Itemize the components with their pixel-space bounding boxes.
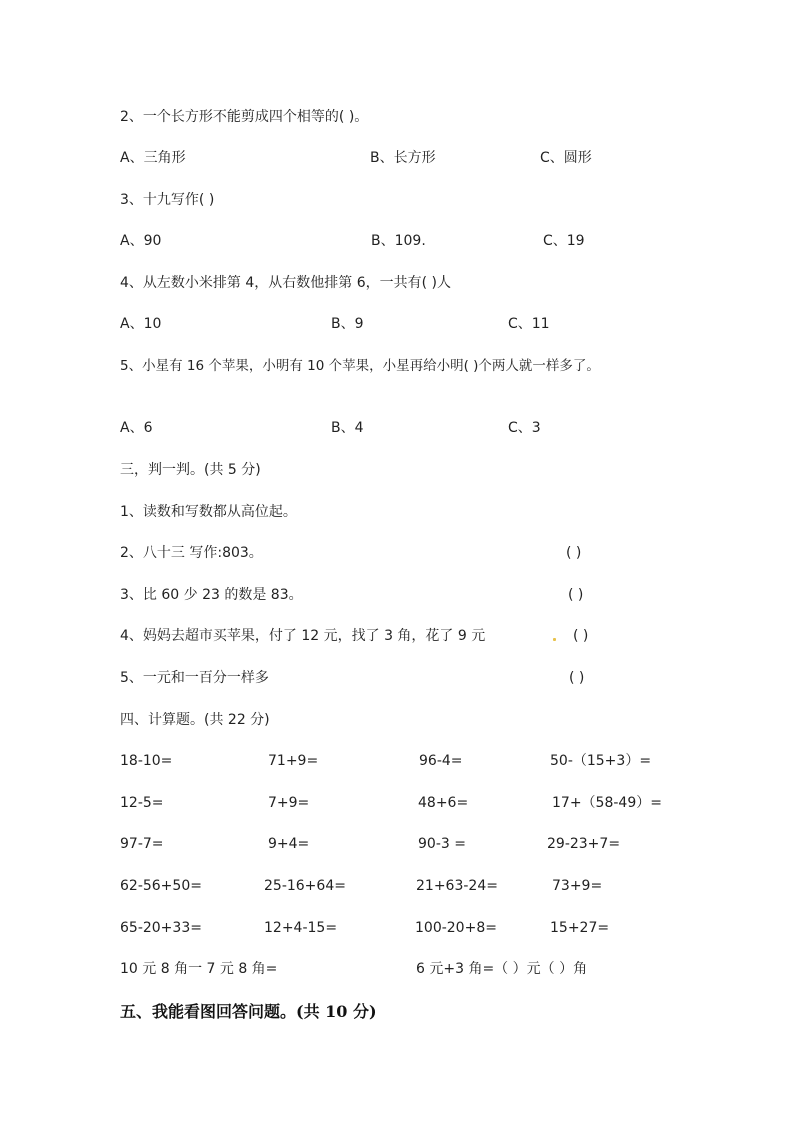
calc-problem: 17+（58-49）= xyxy=(552,795,662,811)
calc-problem: 9+4= xyxy=(268,836,310,852)
q3-option-c: C、19 xyxy=(543,233,585,249)
calc-problem: 21+63-24= xyxy=(416,878,498,894)
judge-answer-4[interactable]: ( ) xyxy=(573,628,589,644)
q4-stem: 4、从左数小米排第 4，从右数他排第 6，一共有( )人 xyxy=(120,275,451,291)
judge-item-1: 1、读数和写数都从高位起。 xyxy=(120,504,297,520)
calc-problem: 48+6= xyxy=(418,795,469,811)
calc-problem: 97-7= xyxy=(120,836,164,852)
q4-option-c: C、11 xyxy=(508,316,550,332)
judge-item-3: 3、比 60 少 23 的数是 83。 xyxy=(120,587,303,603)
yellow-dot-mark xyxy=(553,638,556,641)
q4-option-a: A、10 xyxy=(120,316,162,332)
calc-problem: 50-（15+3）= xyxy=(550,753,652,769)
q3-stem: 3、十九写作( ) xyxy=(120,192,215,208)
calc-problem: 25-16+64= xyxy=(264,878,346,894)
money-problem-right: 6 元+3 角=（ ）元（ ）角 xyxy=(416,961,588,977)
q3-option-b: B、109. xyxy=(371,233,426,249)
section4-title: 四、计算题。(共 22 分) xyxy=(120,712,270,728)
calc-problem: 62-56+50= xyxy=(120,878,202,894)
q5-option-b: B、4 xyxy=(331,420,364,436)
q2-option-b: B、长方形 xyxy=(370,150,436,166)
q5-stem: 5、小星有 16 个苹果，小明有 10 个苹果，小星再给小明( )个两人就一样多了。 xyxy=(120,358,600,374)
calc-problem: 100-20+8= xyxy=(415,920,497,936)
calc-problem: 71+9= xyxy=(268,753,319,769)
calc-problem: 65-20+33= xyxy=(120,920,202,936)
section3-title: 三，判一判。(共 5 分) xyxy=(120,462,261,478)
q5-option-c: C、3 xyxy=(508,420,541,436)
judge-answer-2[interactable]: ( ) xyxy=(566,545,582,561)
judge-item-4: 4、妈妈去超市买苹果，付了 12 元，找了 3 角，花了 9 元 xyxy=(120,628,486,644)
calc-problem: 90-3 = xyxy=(418,836,466,852)
q4-option-b: B、9 xyxy=(331,316,364,332)
calc-problem: 12-5= xyxy=(120,795,164,811)
q5-option-a: A、6 xyxy=(120,420,153,436)
q2-option-a: A、三角形 xyxy=(120,150,186,166)
money-problem-left: 10 元 8 角一 7 元 8 角= xyxy=(120,961,278,977)
calc-problem: 7+9= xyxy=(268,795,310,811)
judge-item-2: 2、八十三 写作:803。 xyxy=(120,545,263,561)
judge-answer-5[interactable]: ( ) xyxy=(569,670,585,686)
calc-problem: 15+27= xyxy=(550,920,610,936)
q2-option-c: C、圆形 xyxy=(540,150,592,166)
judge-item-5: 5、一元和一百分一样多 xyxy=(120,670,269,686)
judge-answer-3[interactable]: ( ) xyxy=(568,587,584,603)
calc-problem: 29-23+7= xyxy=(547,836,621,852)
calc-problem: 73+9= xyxy=(552,878,603,894)
q2-stem: 2、一个长方形不能剪成四个相等的( )。 xyxy=(120,109,369,125)
calc-problem: 18-10= xyxy=(120,753,173,769)
section5-title: 五、我能看图回答问题。(共 10 分) xyxy=(120,1002,377,1021)
q3-option-a: A、90 xyxy=(120,233,162,249)
calc-problem: 12+4-15= xyxy=(264,920,338,936)
calc-problem: 96-4= xyxy=(419,753,463,769)
